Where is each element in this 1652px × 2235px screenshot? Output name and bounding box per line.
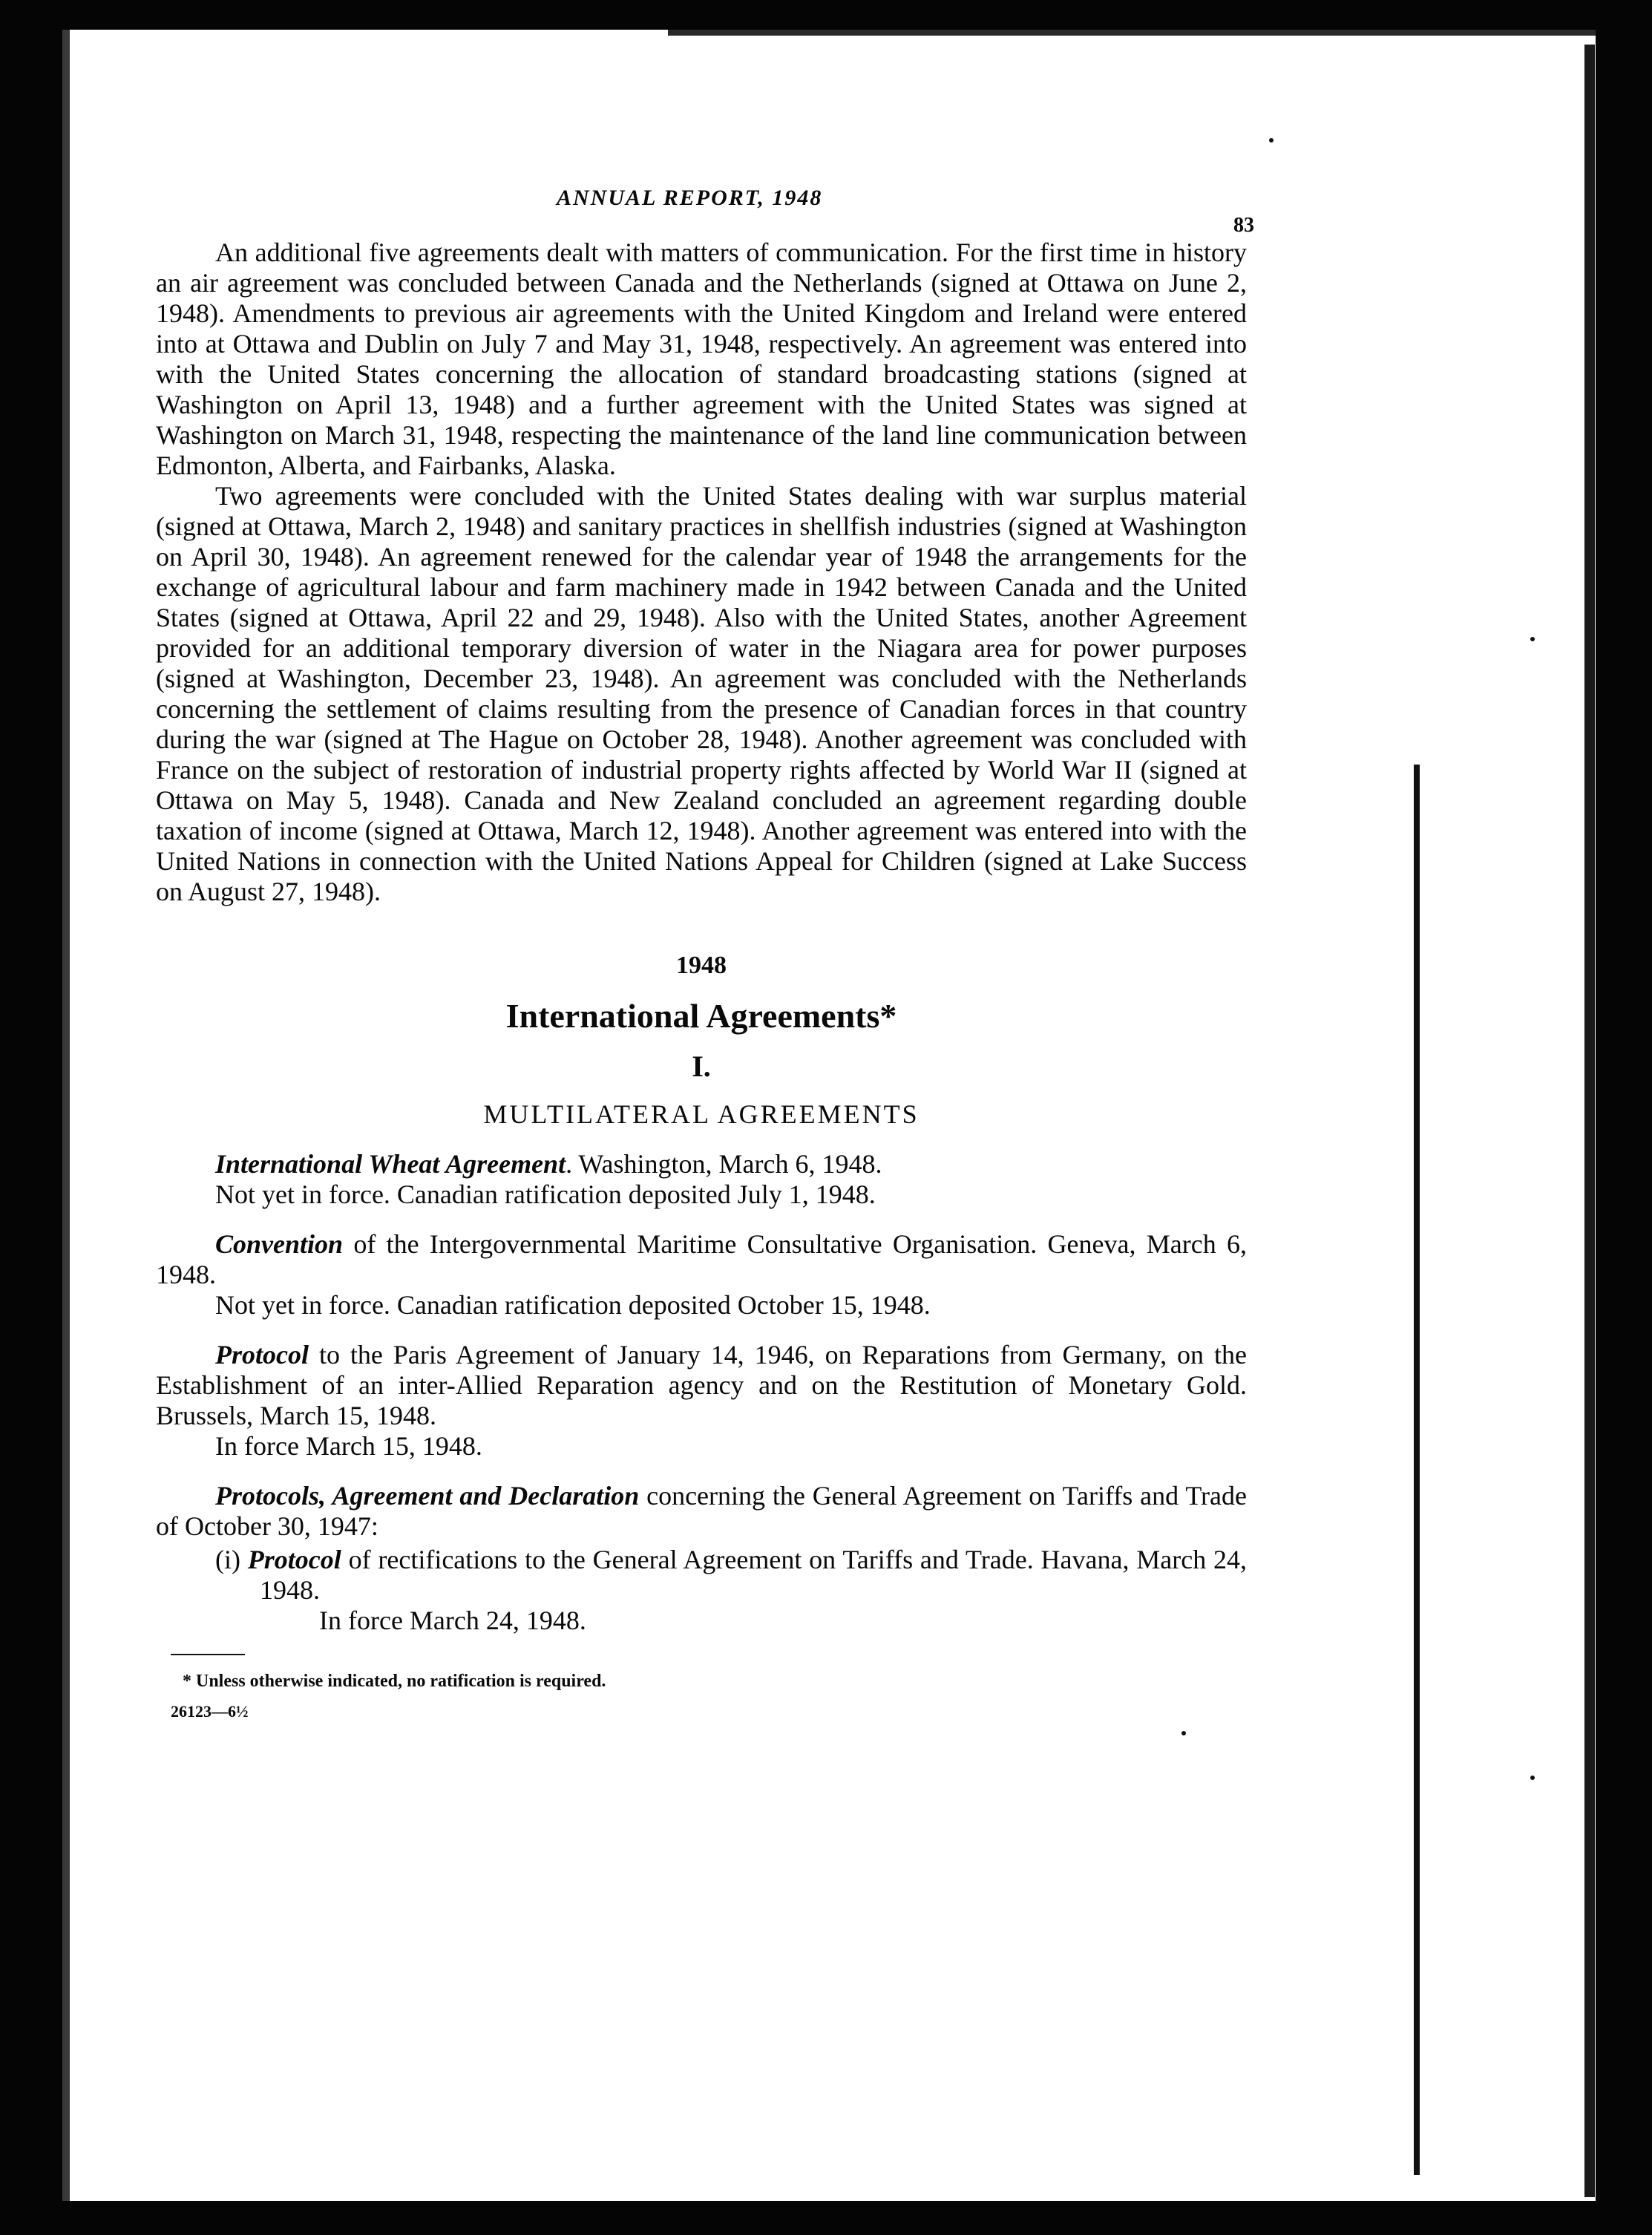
running-title: ANNUAL REPORT, 1948 — [557, 186, 823, 210]
scan-speck — [1269, 138, 1274, 143]
scan-speck — [1181, 1731, 1186, 1735]
scan-edge-left-shadow — [62, 30, 70, 2212]
document-page — [156, 186, 1254, 1721]
scan-edge-left — [0, 0, 62, 2235]
agreement-details: concerning the General Agreement on Tariffs and Trade of October 30, 1947: — [156, 1481, 1247, 1541]
agreement-entry-text — [156, 1340, 1247, 1431]
agreement-details: of the Intergovernmental Maritime Consultative Organisation. Geneva, March 6, 1948. — [156, 1229, 1247, 1289]
print-code: 26123—6½ — [171, 1702, 249, 1721]
agreement-entry-text — [156, 1229, 1247, 1290]
agreement-name: Convention — [215, 1229, 344, 1259]
agreement-entry-text — [156, 1149, 1247, 1179]
section-subtitle: MULTILATERAL AGREEMENTS — [483, 1099, 920, 1129]
agreement-status: Not yet in force. Canadian ratification deposited October 15, 1948. — [215, 1290, 931, 1320]
sub-entry-marker: (i) — [215, 1545, 240, 1574]
agreement-entry — [156, 1481, 1247, 1542]
agreement-name: Protocols, Agreement and Declaration — [215, 1481, 640, 1511]
scan-edge-right-shadow — [1584, 45, 1595, 2197]
scan-speck — [1530, 1776, 1535, 1780]
body-paragraph-communication: An additional five agreements dealt with matters of communication. For the first time in history an air agreement was concluded between Canada and the Netherlands (signed at Ottawa on June 2, 1948). Amendments to previous air agreements with the United Kingdom and Ireland were entered into at Ottawa and Dublin on July 7 and May 31, 1948, respectively. An agreement was entered into with the United States concerning the allocation of standard broadcasting stations (signed at Washington on April 13, 1948) and a further agreement with the United States was signed at Washington on March 31, 1948, respecting the maintenance of the land line communication between Edmonton, Alberta, and Fairbanks, Alaska. — [156, 238, 1247, 480]
running-head — [156, 186, 1254, 238]
section-title: International Agreements* — [505, 997, 897, 1035]
sub-entry-details: of rectifications to the General Agreement on Tariffs and Trade. Havana, March 24, 1948. — [260, 1545, 1248, 1605]
footnote-divider — [171, 1654, 245, 1655]
sub-entry-name: Protocol — [247, 1545, 341, 1574]
sub-entry-status: In force March 24, 1948. — [319, 1606, 586, 1635]
agreement-name: Protocol — [215, 1340, 309, 1370]
scan-edge-top-shadow — [668, 30, 1596, 36]
agreement-entry — [156, 1149, 1247, 1210]
agreement-status: Not yet in force. Canadian ratification deposited July 1, 1948. — [215, 1179, 876, 1209]
scan-speck — [1530, 637, 1535, 641]
agreement-entry — [156, 1229, 1247, 1321]
scan-edge-bottom — [0, 2201, 1652, 2235]
body-paragraph-us-agreements: Two agreements were concluded with the United States dealing with war surplus material (signed at Ottawa, March 2, 1948) and sanitary practices in shellfish industries (signed at Washington on April 30, 1948). An agreement renewed for the calendar year of 1948 the arrangements for the exchange of agricultural labour and farm machinery made in 1942 between Canada and the United States (signed at Ottawa, April 22 and 29, 1948). Also with the United States, another Agreement provided for an additional temporary diversion of water in the Niagara area for power purposes (signed at Washington, December 23, 1948). An agreement was concluded with the Netherlands concerning the settlement of claims resulting from the presence of Canadian forces in that country during the war (signed at The Hague on October 28, 1948). Another agreement was concluded with France on the subject of restoration of industrial property rights affected by World War II (signed at Ottawa on May 5, 1948). Canada and New Zealand concluded an agreement regarding double taxation of income (signed at Ottawa, March 12, 1948). Another agreement was entered into with the United Nations in connection with the United Nations Appeal for Children (signed at Lake Success on August 27, 1948). — [156, 481, 1247, 906]
agreement-status: In force March 15, 1948. — [215, 1431, 482, 1461]
scan-edge-top — [0, 0, 1652, 30]
agreement-name: International Wheat Agreement — [215, 1149, 566, 1179]
agreement-sub-entry — [156, 1545, 1247, 1606]
section-year: 1948 — [676, 952, 727, 979]
footnote-text: * Unless otherwise indicated, no ratification is required. — [183, 1672, 606, 1691]
agreement-entry — [156, 1340, 1247, 1462]
binding-line — [1414, 765, 1420, 2175]
page-number: 83 — [1233, 214, 1254, 237]
agreement-details: to the Paris Agreement of January 14, 1946, on Reparations from Germany, on the Establishment of an inter-Allied Reparation agency and on the Restitution of Monetary Gold. Brussels, March 15, 1948. — [156, 1340, 1247, 1430]
agreement-details: . Washington, March 6, 1948. — [566, 1149, 882, 1179]
agreement-entry-text — [156, 1481, 1247, 1542]
section-roman-numeral: I. — [692, 1050, 711, 1083]
scan-edge-right — [1596, 0, 1652, 2235]
